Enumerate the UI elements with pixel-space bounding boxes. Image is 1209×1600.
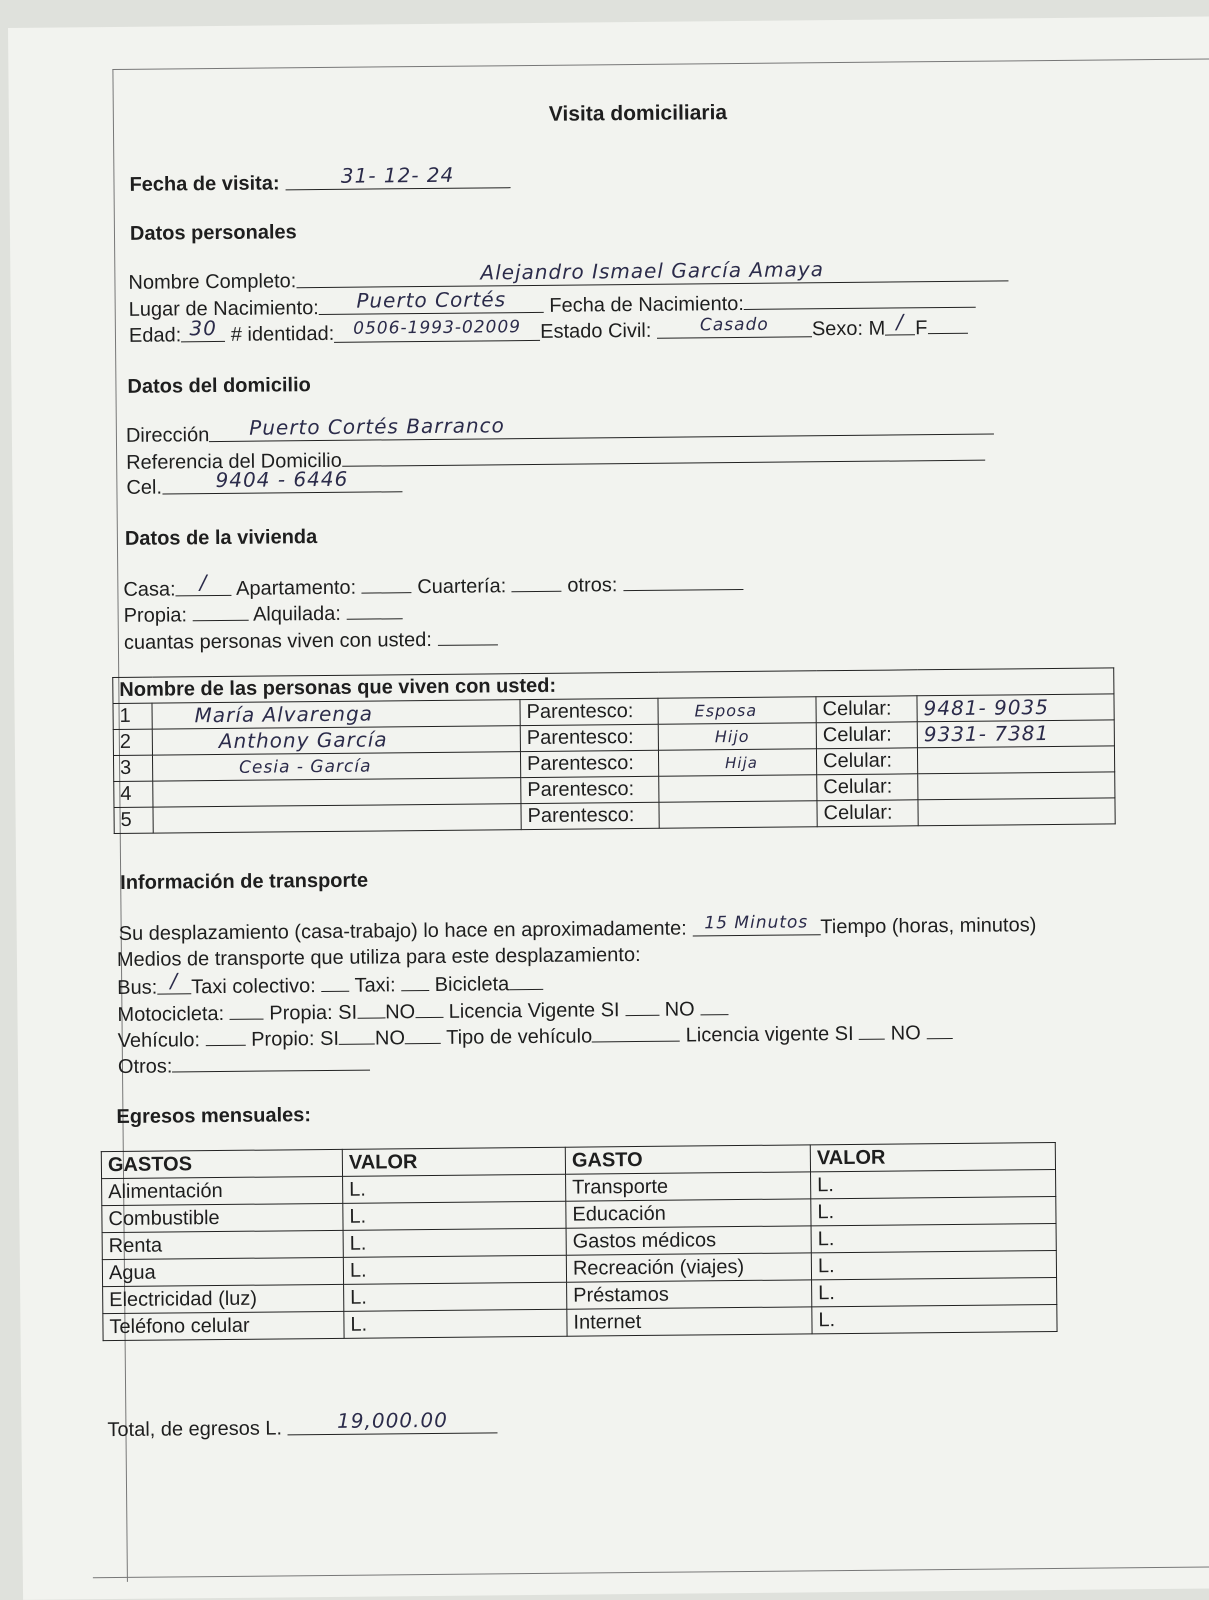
alquilada-field[interactable] — [346, 599, 402, 620]
taxi-colectivo-field[interactable] — [321, 972, 349, 992]
bus-label: Bus: — [117, 976, 158, 999]
relation-cell[interactable]: Hijo — [658, 723, 816, 751]
address-field[interactable] — [209, 415, 994, 443]
commute-label: Su desplazamiento (casa-trabajo) lo hace en aproximadamente: — [118, 917, 687, 945]
reference-label: Referencia del Domicilio — [126, 449, 342, 474]
taxi-label: Taxi: — [354, 974, 396, 997]
expense-name: Alimentación — [102, 1176, 343, 1205]
moto-propia-si-field[interactable] — [357, 998, 385, 1018]
civil-label: Estado Civil: — [540, 319, 652, 343]
domicile-heading: Datos del domicilio — [127, 374, 311, 398]
id-field[interactable] — [334, 317, 540, 343]
tenure-row — [124, 599, 403, 628]
phone-cell[interactable] — [918, 772, 1115, 800]
expense-name: Teléfono celular — [103, 1311, 344, 1340]
id-label: # identidad: — [230, 322, 335, 346]
visit-date-row — [129, 162, 510, 197]
row-number: 3 — [113, 755, 152, 781]
otros-field[interactable] — [623, 570, 743, 591]
expense-value[interactable]: L. — [812, 1304, 1057, 1333]
id-value: 0506-1993-02009 — [353, 317, 522, 339]
phone-cell[interactable] — [917, 746, 1114, 774]
expense-name: Gastos médicos — [566, 1226, 811, 1255]
document-sheet — [8, 16, 1209, 1599]
expense-value[interactable]: L. — [811, 1223, 1056, 1252]
expense-value[interactable]: L. — [344, 1309, 567, 1338]
vehiculo-label: Vehículo: — [117, 1029, 201, 1052]
header-valor-2: VALOR — [810, 1142, 1055, 1171]
birthdate-field[interactable] — [744, 288, 976, 310]
moto-propia-no-field[interactable] — [415, 998, 443, 1018]
age-value: 30 — [189, 316, 217, 341]
relation-cell[interactable]: Hija — [658, 749, 816, 777]
sex-f-field[interactable] — [927, 314, 967, 334]
row-number: 1 — [113, 703, 152, 729]
person-name-cell[interactable] — [153, 778, 521, 808]
phone-cell[interactable]: 9331- 7381 — [917, 720, 1114, 748]
tipo-vehiculo-label: Tipo de vehículo — [446, 1025, 593, 1049]
otros-transport-row — [118, 1051, 371, 1079]
expense-value[interactable]: L. — [343, 1228, 566, 1257]
moto-no-label: NO — [385, 1001, 416, 1024]
vehiculo-no-label: NO — [374, 1027, 406, 1050]
header-gasto: GASTO — [565, 1145, 810, 1174]
visit-date-label: Fecha de visita: — [129, 172, 280, 196]
vehiculo-licencia-no-label: NO — [890, 1022, 921, 1045]
expense-name: Electricidad (luz) — [103, 1284, 344, 1313]
vehiculo-licencia-label: Licencia vigente SI — [685, 1022, 854, 1047]
relation-cell[interactable]: Esposa — [658, 697, 816, 725]
phone-cell[interactable] — [918, 798, 1115, 826]
celular-label: Celular: — [816, 722, 917, 749]
taxi-colectivo-label: Taxi colectivo: — [191, 975, 316, 999]
person-name-cell[interactable]: María Alvarenga — [152, 700, 520, 730]
total-field[interactable] — [287, 1407, 497, 1435]
commute-field[interactable] — [692, 912, 820, 936]
expenses-table — [101, 1142, 1058, 1341]
person-name-cell[interactable] — [153, 804, 521, 834]
expense-value[interactable]: L. — [811, 1196, 1056, 1225]
total-row — [107, 1407, 497, 1442]
expense-name: Préstamos — [567, 1280, 812, 1309]
birthdate-label: Fecha de Nacimiento: — [549, 292, 745, 317]
row-number: 2 — [113, 729, 152, 755]
cuarteria-label: Cuartería: — [417, 575, 507, 599]
bus-row — [117, 970, 543, 1000]
vehiculo-licencia-no-field[interactable] — [926, 1019, 952, 1039]
commute-suffix: Tiempo (horas, minutos) — [820, 914, 1037, 939]
sex-label: Sexo: M — [811, 317, 886, 341]
vehiculo-propio-no-field[interactable] — [405, 1024, 441, 1044]
people-count-label: cuantas personas viven con usted: — [123, 628, 432, 654]
casa-field[interactable] — [176, 570, 232, 597]
people-count-row — [124, 625, 498, 655]
parentesco-label: Parentesco: — [521, 776, 659, 803]
apartamento-label: Apartamento: — [235, 576, 357, 600]
cel-field[interactable] — [162, 466, 402, 494]
person-name-cell[interactable]: Cesia - García — [152, 752, 520, 782]
bus-field[interactable] — [157, 968, 191, 994]
vehiculo-propio-label: Propio: SI — [251, 1027, 340, 1051]
moto-licencia-no-label: NO — [664, 998, 695, 1021]
cel-label: Cel. — [126, 476, 163, 499]
taxi-field[interactable] — [401, 971, 429, 991]
vehiculo-licencia-si-field[interactable] — [859, 1020, 885, 1040]
moto-propia-label: Propia: SI — [269, 1001, 358, 1025]
cuarteria-field[interactable] — [512, 572, 562, 592]
bus-mark: / — [170, 968, 179, 993]
sex-f-label: F — [915, 317, 928, 340]
age-field[interactable] — [181, 316, 225, 342]
phone-cell[interactable]: 9481- 9035 — [917, 694, 1114, 722]
alquilada-label: Alquilada: — [252, 602, 341, 626]
expense-name: Transporte — [566, 1172, 811, 1201]
name-label: Nombre Completo: — [128, 270, 297, 294]
expense-value[interactable]: L. — [343, 1201, 566, 1230]
vehiculo-propio-si-field[interactable] — [339, 1025, 375, 1045]
cel-row — [126, 466, 402, 500]
expense-name: Recreación (viajes) — [566, 1253, 811, 1282]
total-value: 19,000.00 — [336, 1407, 449, 1433]
parentesco-label: Parentesco: — [521, 802, 659, 829]
cel-value: 9404 - 6446 — [215, 466, 349, 493]
casa-label: Casa: — [123, 578, 176, 601]
people-table-heading: Nombre de las personas que viven con usted: — [113, 668, 1114, 704]
moto-field[interactable] — [230, 1000, 264, 1020]
relation-cell[interactable] — [659, 775, 817, 803]
sex-m-field[interactable] — [885, 309, 915, 335]
age-label: Edad: — [128, 324, 182, 347]
celular-label: Celular: — [817, 774, 918, 801]
expense-value[interactable]: L. — [344, 1282, 567, 1311]
celular-label: Celular: — [816, 696, 917, 723]
parentesco-label: Parentesco: — [520, 698, 658, 725]
expense-name: Renta — [102, 1230, 343, 1259]
propia-label: Propia: — [123, 604, 188, 627]
expense-value[interactable]: L. — [811, 1250, 1056, 1279]
celular-label: Celular: — [817, 800, 918, 827]
birthplace-label: Lugar de Nacimiento: — [128, 297, 319, 321]
sex-m-mark: / — [896, 309, 905, 334]
row-number: 5 — [114, 807, 153, 833]
visit-date-field[interactable] — [285, 162, 510, 190]
expenses-heading: Egresos mensuales: — [116, 1104, 312, 1129]
moto-licencia-no-field[interactable] — [700, 995, 728, 1015]
page-title: Visita domiciliaria — [548, 101, 728, 126]
transport-heading: Información de transporte — [120, 869, 369, 894]
birthplace-value: Puerto Cortés — [356, 287, 507, 313]
bicicleta-field[interactable] — [509, 970, 543, 990]
tipo-vehiculo-field[interactable] — [592, 1022, 680, 1043]
moto-licencia-label: Licencia Vigente SI — [448, 999, 620, 1023]
people-table — [112, 667, 1115, 834]
celular-label: Celular: — [816, 748, 917, 775]
total-label: Total, de egresos L. — [107, 1417, 283, 1442]
means-label: Medios de transporte que utiliza para este desplazamiento: — [116, 943, 641, 971]
expense-value[interactable]: L. — [343, 1255, 566, 1284]
header-valor: VALOR — [342, 1147, 565, 1176]
personal-heading: Datos personales — [129, 221, 297, 245]
bicicleta-label: Bicicleta — [434, 973, 510, 996]
apartamento-field[interactable] — [362, 573, 412, 593]
address-value: Puerto Cortés Barranco — [249, 413, 505, 440]
person-name-cell[interactable]: Anthony García — [152, 726, 520, 756]
expense-value[interactable]: L. — [812, 1277, 1057, 1306]
parentesco-label: Parentesco: — [520, 750, 658, 777]
vehiculo-field[interactable] — [205, 1026, 245, 1046]
otros-transport-label: Otros: — [117, 1055, 173, 1078]
expense-name: Internet — [567, 1307, 812, 1336]
row-number: 4 — [114, 781, 153, 807]
civil-field[interactable] — [657, 314, 812, 338]
name-value: Alejandro Ismael García Amaya — [480, 257, 825, 285]
casa-mark: / — [199, 570, 208, 595]
expense-name: Agua — [102, 1257, 343, 1286]
otros-transport-field[interactable] — [172, 1051, 370, 1073]
moto-label: Motocicleta: — [117, 1002, 225, 1026]
header-gastos: GASTOS — [101, 1149, 342, 1178]
housing-heading: Datos de la vivienda — [124, 526, 318, 550]
otros-label: otros: — [567, 574, 618, 597]
expense-name: Combustible — [102, 1203, 343, 1232]
expense-value[interactable]: L. — [811, 1169, 1056, 1198]
people-count-field[interactable] — [437, 625, 497, 646]
expense-value[interactable]: L. — [343, 1174, 566, 1203]
civil-value: Casado — [699, 314, 769, 336]
relation-cell[interactable] — [659, 801, 817, 829]
commute-value: 15 Minutos — [704, 912, 809, 934]
parentesco-label: Parentesco: — [520, 724, 658, 751]
birthplace-field[interactable] — [319, 287, 544, 315]
address-label: Dirección — [125, 424, 210, 447]
expense-name: Educación — [566, 1199, 811, 1228]
propia-field[interactable] — [192, 601, 248, 622]
visit-date-value: 31- 12- 24 — [340, 162, 455, 188]
moto-licencia-si-field[interactable] — [625, 996, 659, 1016]
